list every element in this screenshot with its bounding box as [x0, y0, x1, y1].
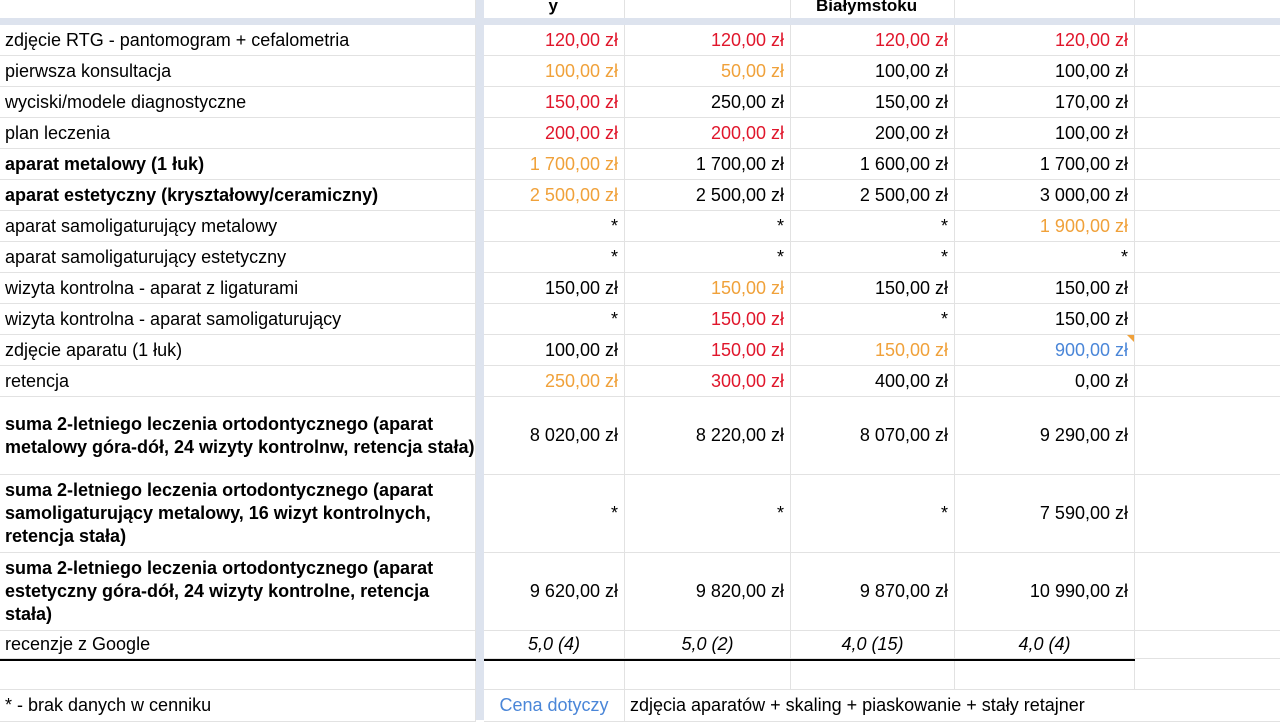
price-cell[interactable]	[625, 180, 791, 211]
price-cell[interactable]	[791, 87, 955, 118]
price-cell-text: *	[610, 308, 618, 329]
sum-cell[interactable]	[791, 397, 955, 475]
price-cell-text: *	[940, 308, 948, 329]
empty-cell[interactable]	[625, 661, 791, 690]
price-cell-text: 150,00 zł	[874, 91, 948, 112]
price-cell[interactable]	[484, 118, 625, 149]
row-label-text: retencja	[5, 370, 70, 391]
price-cell-text: 100,00 zł	[544, 60, 618, 81]
price-cell[interactable]	[791, 335, 955, 366]
price-cell[interactable]	[791, 56, 955, 87]
price-cell[interactable]	[955, 180, 1135, 211]
price-cell[interactable]	[955, 118, 1135, 149]
price-cell[interactable]	[484, 335, 625, 366]
empty-cell[interactable]	[1135, 87, 1280, 118]
price-cell-text: 3 000,00 zł	[1039, 184, 1128, 205]
price-cell-text: *	[776, 215, 784, 236]
price-cell-text: 170,00 zł	[1054, 91, 1128, 112]
price-cell[interactable]	[791, 118, 955, 149]
sum-row	[0, 553, 1280, 631]
price-cell[interactable]	[625, 56, 791, 87]
row-label-text: wizyta kontrolna - aparat z ligaturami	[5, 277, 299, 298]
sum-cell[interactable]	[955, 553, 1135, 631]
sum-cell-text: *	[776, 503, 784, 523]
price-cell[interactable]	[791, 211, 955, 242]
empty-cell[interactable]	[1135, 211, 1280, 242]
price-cell[interactable]	[484, 180, 625, 211]
price-cell-text: *	[610, 215, 618, 236]
footer-desc-cell[interactable]	[625, 690, 1280, 722]
price-cell-text: 250,00 zł	[544, 370, 618, 391]
price-cell-text: 1 900,00 zł	[1039, 215, 1128, 236]
review-cell-text: 4,0 (15)	[841, 634, 904, 654]
price-cell[interactable]	[955, 273, 1135, 304]
table-row	[0, 273, 1280, 304]
header-cell-1[interactable]	[484, 0, 625, 18]
sum-label[interactable]	[0, 475, 476, 553]
reviews-label-text: recenzje z Google	[5, 634, 151, 654]
sum-cell[interactable]	[955, 397, 1135, 475]
empty-cell[interactable]	[1135, 335, 1280, 366]
price-cell-text: 1 700,00 zł	[695, 153, 784, 174]
row-label-text: aparat metalowy (1 łuk)	[5, 153, 205, 174]
price-cell-text: 120,00 zł	[544, 29, 618, 50]
table-row	[0, 118, 1280, 149]
price-cell[interactable]	[625, 366, 791, 397]
price-cell[interactable]	[955, 87, 1135, 118]
review-cell-text: 4,0 (4)	[1018, 634, 1071, 654]
sum-row	[0, 397, 1280, 475]
header-row	[0, 0, 1280, 18]
review-cell[interactable]	[955, 631, 1135, 659]
row-label[interactable]	[0, 87, 476, 118]
sum-cell[interactable]	[625, 553, 791, 631]
price-cell[interactable]	[484, 87, 625, 118]
reviews-row	[0, 631, 1280, 659]
sum-label-text: suma 2-letniego leczenia ortodontycznego (aparat estetyczny góra-dół, 24 wizyty kontrolne, retencja stała)	[5, 558, 434, 624]
empty-row	[0, 661, 1280, 690]
header-text-fragment: y	[548, 0, 558, 15]
row-label-text: wyciski/modele diagnostyczne	[5, 91, 247, 112]
price-cell-text: 150,00 zł	[874, 277, 948, 298]
price-cell[interactable]	[625, 118, 791, 149]
header-cell-3[interactable]	[791, 0, 955, 18]
price-cell-text: 2 500,00 zł	[859, 184, 948, 205]
price-cell-text: 1 600,00 zł	[859, 153, 948, 174]
row-label[interactable]	[0, 242, 476, 273]
header-cell-label[interactable]	[0, 0, 476, 18]
sum-cell-text: 9 290,00 zł	[1039, 425, 1128, 445]
price-cell-text: 200,00 zł	[544, 122, 618, 143]
price-cell[interactable]	[484, 56, 625, 87]
price-cell[interactable]	[791, 366, 955, 397]
row-label[interactable]	[0, 366, 476, 397]
table-row	[0, 149, 1280, 180]
row-label[interactable]	[0, 304, 476, 335]
price-cell-text: 100,00 zł	[1054, 60, 1128, 81]
price-cell[interactable]	[484, 366, 625, 397]
sum-cell[interactable]	[625, 475, 791, 553]
empty-cell[interactable]	[1135, 180, 1280, 211]
empty-cell[interactable]	[1135, 56, 1280, 87]
empty-cell[interactable]	[484, 661, 625, 690]
row-label[interactable]	[0, 273, 476, 304]
frozen-column-divider[interactable]	[476, 0, 484, 720]
sum-cell[interactable]	[791, 475, 955, 553]
price-cell-text: 50,00 zł	[720, 60, 784, 81]
review-cell[interactable]	[625, 631, 791, 659]
table-row	[0, 366, 1280, 397]
sum-cell-text: *	[940, 503, 948, 523]
row-label-text: aparat samoligaturujący estetyczny	[5, 246, 287, 267]
price-cell-text: 250,00 zł	[710, 91, 784, 112]
price-cell[interactable]	[625, 87, 791, 118]
price-cell-text: *	[1120, 246, 1128, 267]
price-cell[interactable]	[484, 273, 625, 304]
price-cell-text: 120,00 zł	[874, 29, 948, 50]
review-cell[interactable]	[791, 631, 955, 659]
row-label-text: aparat estetyczny (kryształowy/ceramiczny)	[5, 184, 379, 205]
price-cell[interactable]	[955, 25, 1135, 56]
footer-link[interactable]: Cena dotyczy	[499, 695, 609, 715]
price-cell[interactable]	[791, 149, 955, 180]
header-cell-4[interactable]	[955, 0, 1135, 18]
sum-label[interactable]	[0, 397, 476, 475]
price-cell[interactable]	[955, 304, 1135, 335]
empty-cell[interactable]	[1135, 366, 1280, 397]
price-cell[interactable]	[625, 273, 791, 304]
price-cell[interactable]	[625, 242, 791, 273]
empty-cell[interactable]	[955, 661, 1135, 690]
empty-cell[interactable]	[1135, 397, 1280, 475]
price-cell[interactable]	[791, 25, 955, 56]
sum-cell-text: 8 220,00 zł	[695, 425, 784, 445]
row-label-text: plan leczenia	[5, 122, 111, 143]
price-cell[interactable]	[955, 242, 1135, 273]
sum-row	[0, 475, 1280, 553]
table-row	[0, 180, 1280, 211]
empty-cell[interactable]	[791, 661, 955, 690]
price-cell-text: 150,00 zł	[710, 277, 784, 298]
review-cell-text: 5,0 (2)	[681, 634, 734, 654]
price-cell[interactable]	[955, 335, 1135, 366]
row-label-text: wizyta kontrolna - aparat samoligaturujący	[5, 308, 342, 329]
footer-desc: zdjęcia aparatów + skaling + piaskowanie + stały retajner	[630, 695, 1085, 715]
price-cell-text: 200,00 zł	[874, 122, 948, 143]
sum-cell[interactable]	[791, 553, 955, 631]
header-text-city: Białymstoku	[816, 0, 918, 15]
reviews-label[interactable]	[0, 631, 476, 659]
empty-cell[interactable]	[1135, 475, 1280, 553]
empty-cell[interactable]	[0, 661, 476, 690]
empty-cell[interactable]	[1135, 118, 1280, 149]
footer-note-cell[interactable]	[0, 690, 476, 722]
empty-cell[interactable]	[1135, 304, 1280, 335]
sum-label-text: suma 2-letniego leczenia ortodontycznego (aparat metalowy góra-dół, 24 wizyty kontrolnw, retencja stała)	[5, 413, 475, 457]
price-cell[interactable]	[955, 149, 1135, 180]
row-label-text: pierwsza konsultacja	[5, 60, 172, 81]
price-cell-text: 200,00 zł	[710, 122, 784, 143]
row-label[interactable]	[0, 335, 476, 366]
price-cell-text: 0,00 zł	[1074, 370, 1128, 391]
table-row	[0, 242, 1280, 273]
price-cell-text: 150,00 zł	[710, 339, 784, 360]
price-cell-text: 150,00 zł	[710, 308, 784, 329]
row-label-text: zdjęcie RTG - pantomogram + cefalometria	[5, 29, 350, 50]
header-cell-2[interactable]	[625, 0, 791, 18]
header-cell-5[interactable]	[1135, 0, 1280, 18]
empty-cell[interactable]	[1135, 242, 1280, 273]
price-cell-text: 120,00 zł	[1054, 29, 1128, 50]
sum-cell-text: 9 620,00 zł	[529, 581, 618, 601]
price-cell-text: 1 700,00 zł	[1039, 153, 1128, 174]
price-cell-text: 120,00 zł	[710, 29, 784, 50]
sum-cell-text: 8 020,00 zł	[529, 425, 618, 445]
row-label[interactable]	[0, 180, 476, 211]
row-label[interactable]	[0, 118, 476, 149]
price-cell[interactable]	[955, 56, 1135, 87]
price-cell-text: 100,00 zł	[874, 60, 948, 81]
sum-cell[interactable]	[484, 553, 625, 631]
price-cell[interactable]	[484, 304, 625, 335]
price-cell-text: 150,00 zł	[1054, 277, 1128, 298]
frozen-row-divider[interactable]	[0, 18, 1280, 25]
table-row	[0, 25, 1280, 56]
footer-row	[0, 690, 1280, 722]
price-cell-text: 900,00 zł	[1054, 339, 1128, 360]
empty-cell[interactable]	[1135, 661, 1280, 690]
price-cell[interactable]	[625, 304, 791, 335]
row-label-text: aparat samoligaturujący metalowy	[5, 215, 278, 236]
sum-cell[interactable]	[955, 475, 1135, 553]
footer-note: * - brak danych w cenniku	[5, 695, 212, 715]
row-label[interactable]	[0, 25, 476, 56]
row-label[interactable]	[0, 211, 476, 242]
sum-label[interactable]	[0, 553, 476, 631]
empty-cell[interactable]	[1135, 553, 1280, 631]
table-row	[0, 304, 1280, 335]
table-row	[0, 56, 1280, 87]
sum-cell[interactable]	[484, 475, 625, 553]
price-cell[interactable]	[955, 366, 1135, 397]
comment-indicator[interactable]	[1127, 335, 1134, 342]
sum-cell[interactable]	[625, 397, 791, 475]
sum-cell-text: 8 070,00 zł	[859, 425, 948, 445]
price-cell[interactable]	[791, 273, 955, 304]
price-cell-text: *	[940, 246, 948, 267]
price-cell[interactable]	[484, 242, 625, 273]
price-cell-text: 100,00 zł	[544, 339, 618, 360]
price-cell[interactable]	[484, 25, 625, 56]
empty-cell[interactable]	[1135, 273, 1280, 304]
price-cell[interactable]	[625, 25, 791, 56]
price-cell-text: 150,00 zł	[874, 339, 948, 360]
price-cell-text: 150,00 zł	[544, 91, 618, 112]
empty-cell[interactable]	[1135, 25, 1280, 56]
price-cell[interactable]	[791, 180, 955, 211]
sum-cell-text: 7 590,00 zł	[1039, 503, 1128, 523]
price-cell-text: 400,00 zł	[874, 370, 948, 391]
price-cell-text: 2 500,00 zł	[695, 184, 784, 205]
price-cell[interactable]	[791, 304, 955, 335]
sum-cell[interactable]	[484, 397, 625, 475]
review-cell-text: 5,0 (4)	[527, 634, 581, 654]
footer-link-cell[interactable]	[484, 690, 625, 722]
price-cell[interactable]	[625, 149, 791, 180]
price-cell[interactable]	[955, 211, 1135, 242]
table-row	[0, 335, 1280, 366]
review-cell[interactable]	[484, 631, 625, 659]
price-cell-text: 2 500,00 zł	[529, 184, 618, 205]
empty-cell[interactable]	[1135, 631, 1280, 659]
price-cell-text: *	[610, 246, 618, 267]
sum-cell-text: 9 820,00 zł	[695, 581, 784, 601]
sum-label-text: suma 2-letniego leczenia ortodontycznego (aparat samoligaturujący metalowy, 16 wizyt kontrolnych, retencja stała)	[5, 480, 434, 546]
price-cell[interactable]	[625, 335, 791, 366]
price-cell[interactable]	[791, 242, 955, 273]
price-cell[interactable]	[484, 211, 625, 242]
table-row	[0, 211, 1280, 242]
row-label[interactable]	[0, 56, 476, 87]
price-cell-text: 300,00 zł	[710, 370, 784, 391]
sum-cell-text: 10 990,00 zł	[1029, 581, 1128, 601]
price-cell-text: 150,00 zł	[1054, 308, 1128, 329]
price-cell-text: 150,00 zł	[544, 277, 618, 298]
sum-cell-text: *	[610, 503, 618, 523]
price-cell-text: *	[776, 246, 784, 267]
sum-cell-text: 9 870,00 zł	[859, 581, 948, 601]
price-cell[interactable]	[625, 211, 791, 242]
price-cell-text: *	[940, 215, 948, 236]
price-cell-text: 1 700,00 zł	[529, 153, 618, 174]
row-label-text: zdjęcie aparatu (1 łuk)	[5, 339, 183, 360]
empty-cell[interactable]	[1135, 149, 1280, 180]
price-cell[interactable]	[484, 149, 625, 180]
table-row	[0, 87, 1280, 118]
price-cell-text: 100,00 zł	[1054, 122, 1128, 143]
row-label[interactable]	[0, 149, 476, 180]
